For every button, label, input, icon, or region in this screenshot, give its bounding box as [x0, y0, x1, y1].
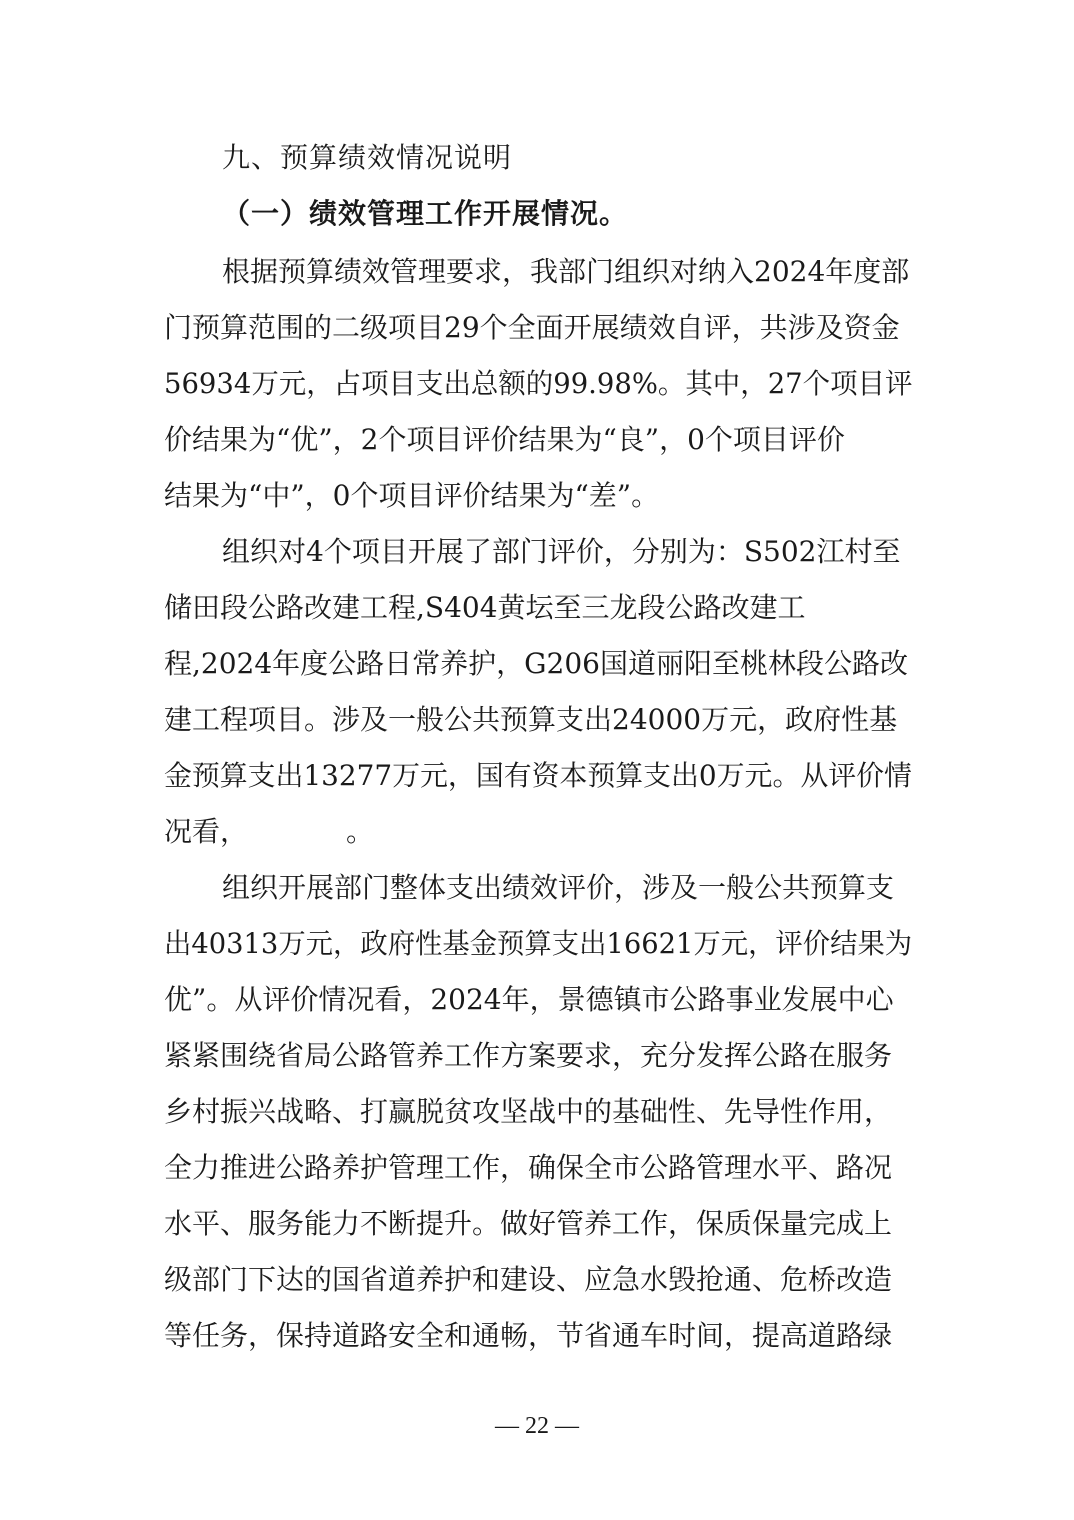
body-line: 组织开展部门整体支出绩效评价，涉及一般公共预算支 [222, 871, 895, 904]
body-line: 出40313万元，政府性基金预算支出16621万元，评价结果为 [164, 927, 913, 960]
body-line: 建工程项目。涉及一般公共预算支出24000万元，政府性基 [164, 703, 898, 736]
body-line: 紧紧围绕省局公路管养工作方案要求，充分发挥公路在服务 [164, 1039, 893, 1072]
body-line: 根据预算绩效管理要求，我部门组织对纳入2024年度部 [222, 255, 910, 288]
page-number: — 22 — [495, 1413, 579, 1439]
body-line: 优”。从评价情况看，2024年，景德镇市公路事业发展中心 [164, 983, 894, 1016]
body-line: 组织对4个项目开展了部门评价，分别为：S502江村至 [222, 535, 901, 568]
subheading: （一）绩效管理工作开展情况。 [222, 197, 629, 230]
section-heading: 九、预算绩效情况说明 [222, 141, 513, 174]
body-line: 结果为“中”，0个项目评价结果为“差”。 [164, 479, 660, 512]
body-line: 金预算支出13277万元，国有资本预算支出0万元。从评价情 [164, 759, 912, 792]
body-line: 乡村振兴战略、打赢脱贫攻坚战中的基础性、先导性作用， [164, 1095, 893, 1128]
body-line: 价结果为“优”，2个项目评价结果为“良”，0个项目评价 [164, 423, 845, 456]
body-line: 全力推进公路养护管理工作，确保全市公路管理水平、路况 [164, 1151, 893, 1184]
body-line: 程,2024年度公路日常养护，G206国道丽阳至桃林段公路改 [164, 647, 908, 680]
body-line: 等任务，保持道路安全和通畅，节省通车时间，提高道路绿 [164, 1319, 893, 1352]
body-line: 56934万元，占项目支出总额的99.98%。其中，27个项目评 [164, 367, 913, 400]
body-line: 储田段公路改建工程,S404黄坛至三龙段公路改建工 [164, 591, 806, 624]
body-line: 水平、服务能力不断提升。做好管养工作，保质保量完成上 [164, 1207, 893, 1240]
body-line: 门预算范围的二级项目29个全面开展绩效自评，共涉及资金 [164, 311, 900, 344]
body-line: 况看， 。 [164, 815, 375, 848]
body-line: 级部门下达的国省道养护和建设、应急水毁抢通、危桥改造 [164, 1263, 893, 1296]
